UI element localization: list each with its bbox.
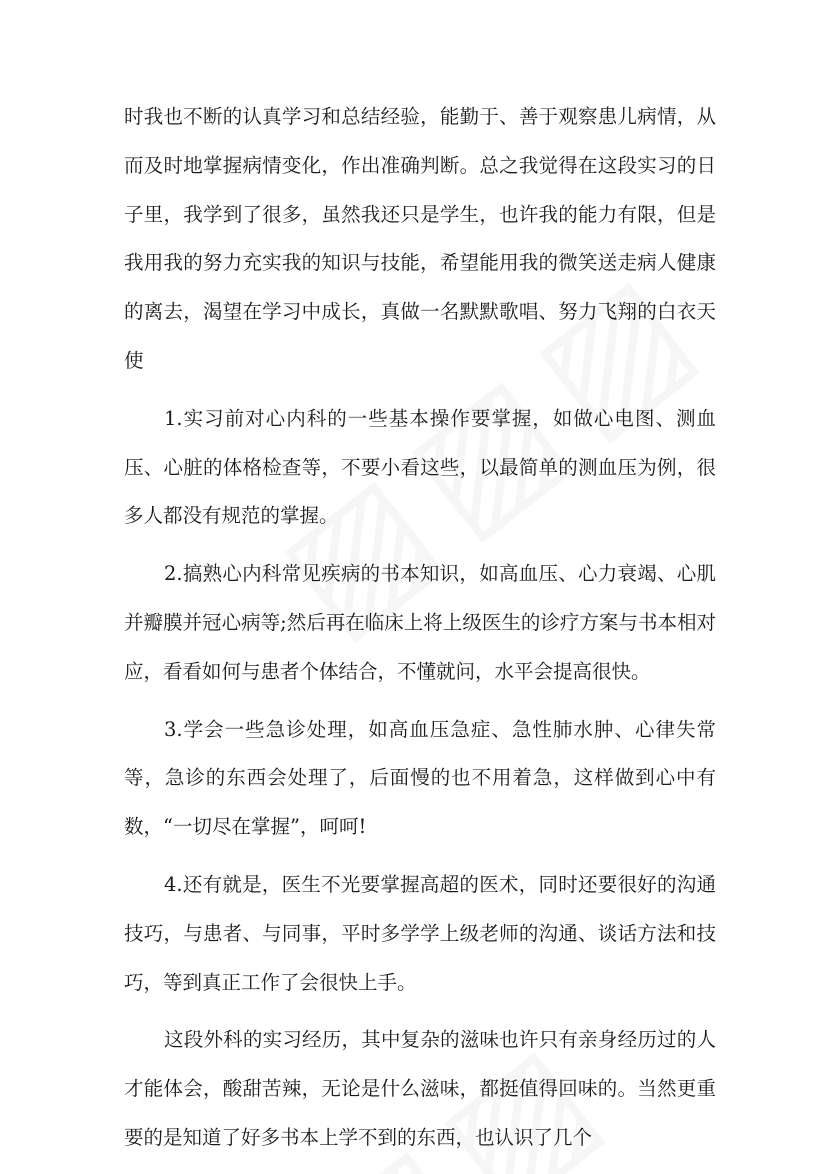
paragraph: 时我也不断的认真学习和总结经验，能勤于、善于观察患儿病情，从而及时地掌握病情变化，作出准确判断。总之我觉得在这段实习的日子里，我学到了很多，虽然我还只是学生，也许我的能力有限，但是我用我的努力充实我的知识与技能，希望能用我的微笑送走病人健康的离去，渴望在学习中成长，真做一名默默歌唱、努力飞翔的白衣天使 <box>124 105 716 372</box>
paragraph: 1.实习前对心内科的一些基本操作要掌握，如做心电图、测血压、心脏的体格检查等，不要小看这些，以最简单的测血压为例，很多人都没有规范的掌握。 <box>124 406 716 528</box>
paragraph: 2.搞熟心内科常见疾病的书本知识，如高血压、心力衰竭、心肌并瓣膜并冠心病等;然后再在临床上将上级医生的诊疗方案与书本相对应，看看如何与患者个体结合，不懂就问，水平会提高很快。 <box>124 562 716 683</box>
paragraph: 3.学会一些急诊处理，如高血压急症、急性肺水肿、心律失常等，急诊的东西会处理了，后面慢的也不用着急，这样做到心中有数，“一切尽在掌握”，呵呵! <box>124 717 716 839</box>
paragraph: 这段外科的实习经历，其中复杂的滋味也许只有亲身经历过的人才能体会，酸甜苦辣，无论是什么滋味，都挺值得回味的。当然更重要的是知道了好多书本上学不到的东西，也认识了几个 <box>124 1028 716 1149</box>
paragraph: 4.还有就是，医生不光要掌握高超的医术，同时还要很好的沟通技巧，与患者、与同事，平时多学学上级老师的沟通、谈话方法和技巧，等到真正工作了会很快上手。 <box>124 872 716 994</box>
document-body <box>124 93 716 1172</box>
